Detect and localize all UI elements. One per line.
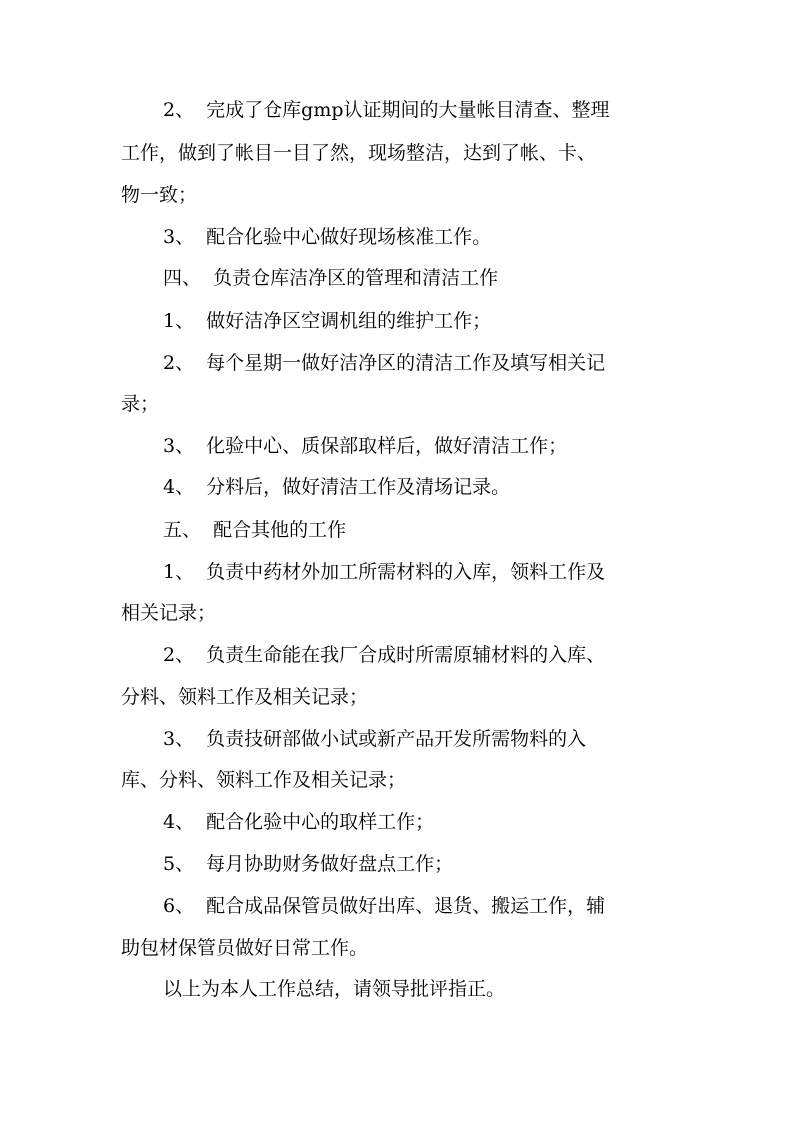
text-line: 工作，做到了帐目一目了然，现场整洁，达到了帐、卡、 bbox=[121, 142, 597, 164]
text-line: 3、 负责技研部做小试或新产品开发所需物料的入 bbox=[163, 728, 587, 750]
text-line: 2、 每个星期一做好洁净区的清洁工作及填写相关记 bbox=[163, 352, 606, 374]
text-line: 录； bbox=[121, 393, 160, 415]
text-line: 五、 配合其他的工作 bbox=[163, 519, 347, 541]
text-line: 2、 完成了仓库gmp认证期间的大量帐目清查、整理 bbox=[163, 99, 610, 121]
text-line: 3、 配合化验中心做好现场核准工作。 bbox=[163, 226, 492, 248]
text-line: 5、 每月协助财务做好盘点工作； bbox=[163, 853, 454, 875]
text-line: 四、 负责仓库洁净区的管理和清洁工作 bbox=[163, 267, 499, 289]
text-line: 助包材保管员做好日常工作。 bbox=[121, 937, 369, 959]
text-line: 库、分料、领料工作及相关记录； bbox=[121, 769, 407, 791]
text-line: 2、 负责生命能在我厂合成时所需原辅材料的入库、 bbox=[163, 644, 606, 666]
text-line: 1、 做好洁净区空调机组的维护工作； bbox=[163, 310, 492, 332]
text-line: 以上为本人工作总结，请领导批评指正。 bbox=[163, 978, 506, 1000]
text-line: 3、 化验中心、质保部取样后，做好清洁工作； bbox=[163, 435, 568, 457]
text-line: 4、 分料后，做好清洁工作及清场记录。 bbox=[163, 476, 511, 498]
text-line: 相关记录； bbox=[121, 602, 217, 624]
text-line: 分料、领料工作及相关记录； bbox=[121, 686, 369, 708]
text-line: 物一致； bbox=[121, 184, 198, 206]
text-line: 4、 配合化验中心的取样工作； bbox=[163, 811, 435, 833]
text-line: 1、 负责中药材外加工所需材料的入库，领料工作及 bbox=[163, 561, 606, 583]
text-line: 6、 配合成品保管员做好出库、退货、搬运工作，辅 bbox=[163, 895, 606, 917]
